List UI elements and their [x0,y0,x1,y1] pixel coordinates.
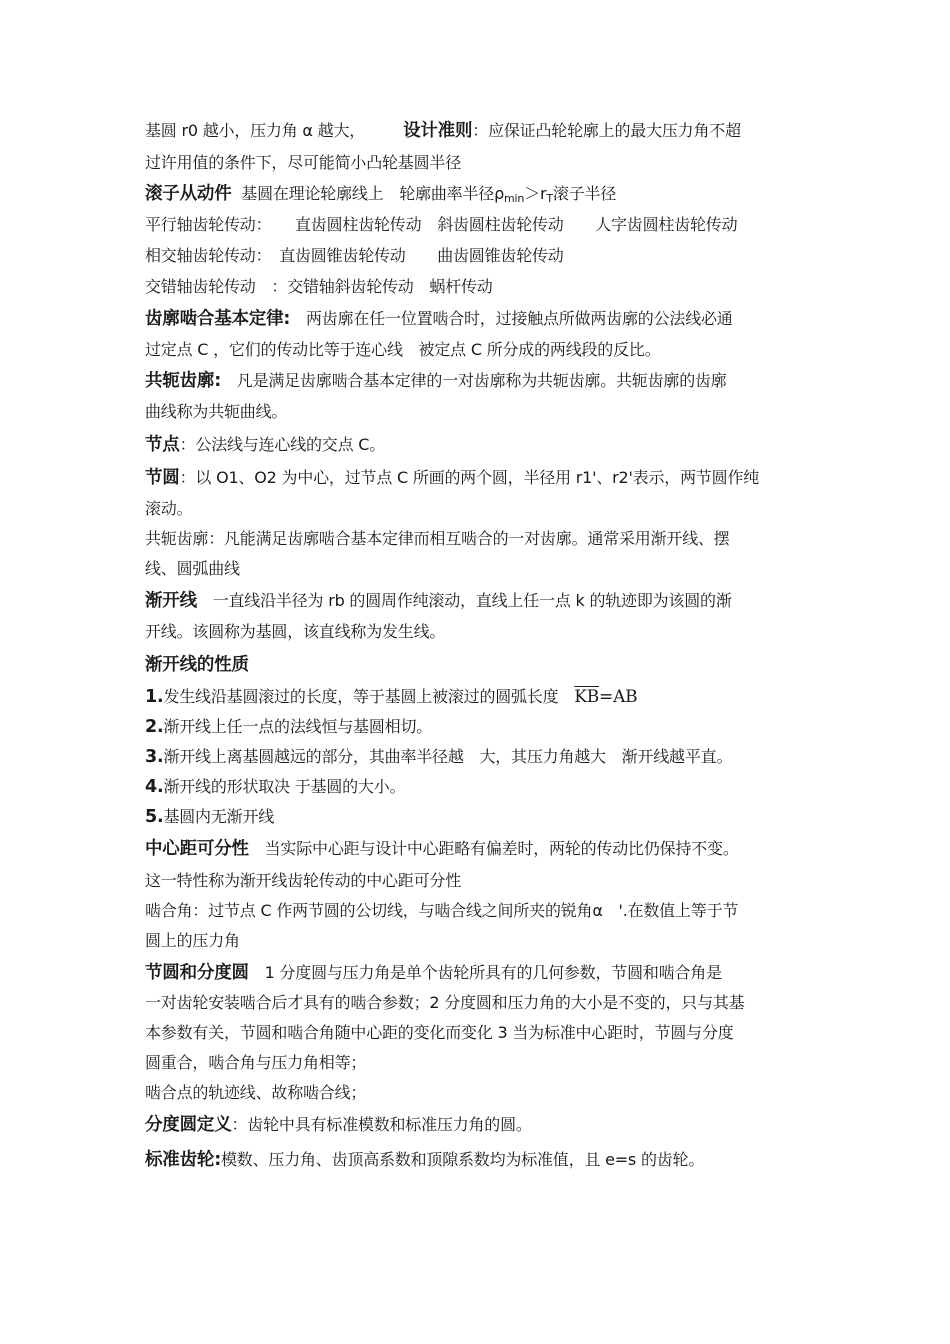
text-line: 圆重合，啮合角与压力角相等； [145,1053,367,1072]
text-line [145,590,732,612]
text-line [145,1149,704,1171]
text-run: ＞r [524,184,547,203]
text-line: 圆上的压力角 [145,931,240,950]
list-item [145,776,405,798]
text-line: 一对齿轮安装啮合后才具有的啮合参数；2 分度圆和压力角的大小是不变的，只与其基 [145,993,745,1012]
list-number: 2. [145,717,164,737]
text-run: 1 分度圆与压力角是单个齿轮所具有的几何参数，节圆和啮合角是 [248,963,722,982]
list-item [145,686,637,708]
list-number: 1. [145,687,164,707]
list-item [145,716,432,738]
list-number: 5. [145,807,164,827]
text-line [145,120,741,142]
text-run: 基圆 r0 越小，压力角 α 越大， [145,121,366,140]
text-line: 这一特性称为渐开线齿轮传动的中心距可分性 [145,871,462,890]
term-design-criterion: 设计准则 [403,121,473,141]
text-run: ：以 O1、O2 为中心，过节点 C 所画的两个圆，半径用 r1'、r2'表示，两节圆作纯 [179,468,760,487]
list-item [145,806,274,828]
text-run: 一直线沿半径为 rb 的圆周作纯滚动，直线上任一点 k 的轨迹即为该圆的渐 [196,591,732,610]
subscript: T [546,192,553,205]
term-reference-circle: 分度圆定义 [145,1115,232,1135]
term-pitch-and-reference-circle: 节圆和分度圆 [145,963,249,983]
term-pitch-circle: 节圆 [145,468,180,488]
text-line [145,962,722,984]
text-run: 基圆内无渐开线 [163,807,275,826]
section-heading: 渐开线的性质 [145,655,249,675]
text-run: 渐开线上任一点的法线恒与基圆相切。 [163,717,433,736]
text-line: 平行轴齿轮传动： 直齿圆柱齿轮传动 斜齿圆柱齿轮传动 人字齿圆柱齿轮传动 [145,215,738,234]
text-line: 过定点 C ，它们的传动比等于连心线 被定点 C 所分成的两线段的反比。 [145,340,661,359]
term-meshing-law: 齿廓啮合基本定律: [145,309,291,329]
list-item [145,746,732,768]
term-conjugate-profile: 共轭齿廓: [145,371,221,391]
text-line: 啮合角：过节点 C 作两节圆的公切线，与啮合线之间所夹的锐角α '.在数值上等于节 [145,901,739,920]
text-line: 相交轴齿轮传动： 直齿圆锥齿轮传动 曲齿圆锥齿轮传动 [145,246,564,265]
text-line: 开线。该圆称为基圆，该直线称为发生线。 [145,622,446,641]
text-line [145,1114,532,1136]
subscript: min [504,192,525,205]
text-line: 滚动。 [145,499,193,518]
text-line [145,434,385,456]
text-run: 当实际中心距与设计中心距略有偏差时，两轮的传动比仍保持不变。 [248,839,739,858]
text-line: 本参数有关，节圆和啮合角随中心距的变化而变化 3 当为标准中心距时，节圆与分度 [145,1023,734,1042]
text-run: 滚子半径 [552,184,617,203]
text-run: 基圆在理论轮廓线上 轮廓曲率半径ρ [241,184,505,203]
text-run: 发生线沿基圆滚过的长度，等于基圆上被滚过的圆弧长度 [163,687,575,706]
text-line [145,308,733,330]
list-number: 4. [145,777,164,797]
text-line: 曲线称为共轭曲线。 [145,402,288,421]
text-line [145,838,739,860]
term-pitch-point: 节点 [145,435,180,455]
text-line [145,183,616,210]
arc-symbol: $\overline{KB}$ [574,687,600,707]
term-standard-gear: 标准齿轮: [145,1150,221,1170]
text-line: 交错轴齿轮传动 ：交错轴斜齿轮传动 蜗杆传动 [145,277,493,296]
term-roller-follower: 滚子从动件 [145,184,232,204]
text-line: 共轭齿廓：凡能满足齿廓啮合基本定律而相互啮合的一对齿廓。通常采用渐开线、摆 [145,529,730,548]
text-run: 两齿廓在任一位置啮合时，过接触点所做两齿廓的公法线必通 [290,309,733,328]
text-run: 模数、压力角、齿顶高系数和顶隙系数均为标准值，且 e=s 的齿轮。 [221,1150,705,1169]
text-line [145,370,727,392]
text-run: ：公法线与连心线的交点 C。 [179,435,386,454]
text-run: 渐开线的形状取决 于基圆的大小。 [163,777,406,796]
term-center-distance-separability: 中心距可分性 [145,839,249,859]
text-line: 啮合点的轨迹线、故称啮合线； [145,1083,367,1102]
term-involute: 渐开线 [145,591,197,611]
text-line [145,467,759,489]
text-run: ：齿轮中具有标准模数和标准压力角的圆。 [231,1115,532,1134]
text-line: 线、圆弧曲线 [145,559,240,578]
text-run: 渐开线上离基圆越远的部分，其曲率半径越 大，其压力角越大 渐开线越平直。 [163,747,733,766]
text-run: =AB [599,687,638,707]
text-run: 凡是满足齿廓啮合基本定律的一对齿廓称为共轭齿廓。共轭齿廓的齿廓 [221,371,727,390]
text-run: ：应保证凸轮轮廓上的最大压力角不超 [472,121,741,140]
text-line: 过许用值的条件下，尽可能简小凸轮基圆半径 [145,153,462,172]
list-number: 3. [145,747,164,767]
